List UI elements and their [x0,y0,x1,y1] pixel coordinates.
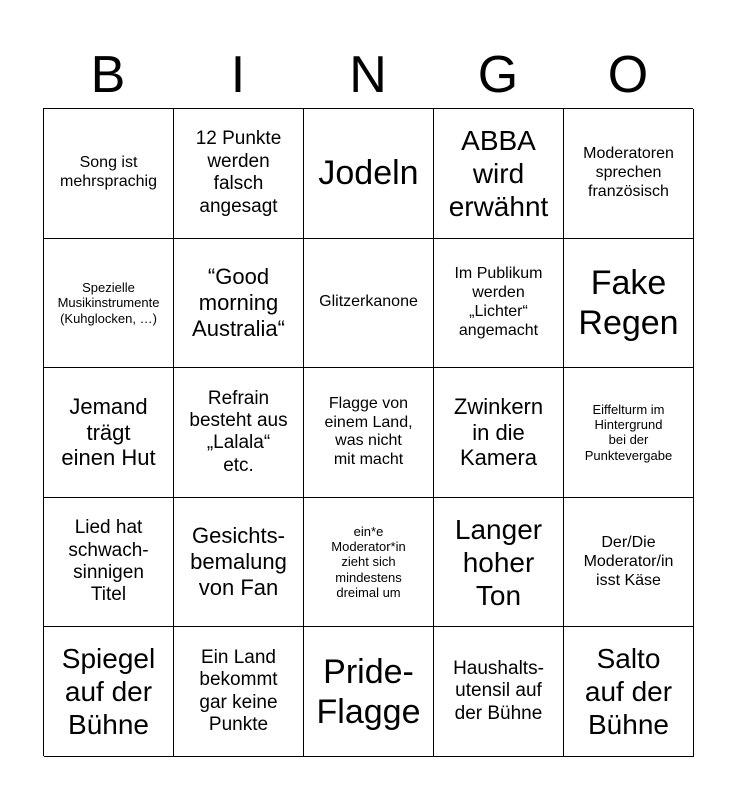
bingo-cell[interactable]: 12 Punkte werden falsch angesagt [174,109,304,239]
bingo-cell[interactable]: Gesichts- bemalung von Fan [174,498,304,628]
bingo-cell[interactable]: ein*e Moderator*in zieht sich mindestens dreimal um [304,498,434,628]
bingo-cell[interactable]: Fake Regen [564,239,694,369]
bingo-cell[interactable]: ABBA wird erwähnt [434,109,564,239]
header-letter-g: G [477,46,519,104]
bingo-cell[interactable]: Flagge von einem Land, was nicht mit macht [304,368,434,498]
bingo-cell[interactable]: Langer hoher Ton [434,498,564,628]
bingo-cell[interactable]: Moderatoren sprechen französisch [564,109,694,239]
bingo-header [43,42,693,108]
header-letter-o: O [607,46,649,104]
header-letter-n: N [349,46,387,104]
header-letter-i: I [230,46,246,104]
bingo-cell[interactable]: Jemand trägt einen Hut [44,368,174,498]
bingo-cell[interactable]: Im Publikum werden „Lichter“ angemacht [434,239,564,369]
bingo-cell[interactable]: Zwinkern in die Kamera [434,368,564,498]
bingo-cell[interactable]: Der/Die Moderator/in isst Käse [564,498,694,628]
bingo-cell[interactable]: Spezielle Musikinstrumente (Kuhglocken, …) [44,239,174,369]
bingo-cell[interactable]: “Good morning Australia“ [174,239,304,369]
bingo-cell[interactable]: Jodeln [304,109,434,239]
bingo-cell[interactable]: Refrain besteht aus „Lalala“ etc. [174,368,304,498]
bingo-cell[interactable]: Pride- Flagge [304,627,434,757]
bingo-cell[interactable]: Haushalts- utensil auf der Bühne [434,627,564,757]
bingo-cell[interactable]: Eiffelturm im Hintergrund bei der Punktevergabe [564,368,694,498]
bingo-cell[interactable]: Ein Land bekommt gar keine Punkte [174,627,304,757]
header-letter-b: B [90,46,126,104]
bingo-cell[interactable]: Salto auf der Bühne [564,627,694,757]
bingo-cell[interactable]: Glitzerkanone [304,239,434,369]
bingo-grid [43,108,693,756]
bingo-cell[interactable]: Spiegel auf der Bühne [44,627,174,757]
bingo-cell[interactable]: Song ist mehrsprachig [44,109,174,239]
bingo-cell[interactable]: Lied hat schwach- sinnigen Titel [44,498,174,628]
